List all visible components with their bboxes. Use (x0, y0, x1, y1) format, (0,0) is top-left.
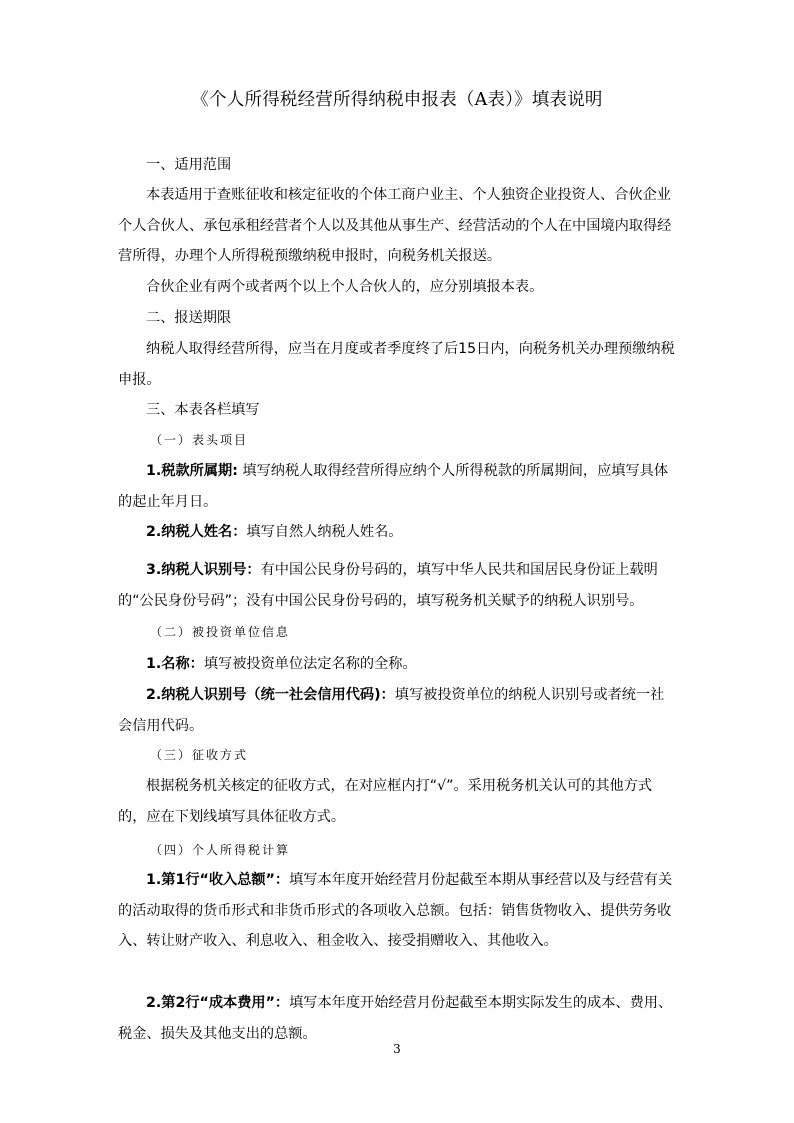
item-label: 2.第2行“成本费用”： (146, 995, 290, 1011)
paragraph-collection-method: 根据税务机关核定的征收方式，在对应框内打“√”。采用税务机关认可的其他方式的，应在下划线填写具体征收方式。 (118, 778, 653, 825)
item-row1-total-income (118, 865, 678, 957)
section-heading-deadline: 二、报送期限 (146, 310, 232, 326)
item-text: 填写被投资单位法定名称的全称。 (203, 656, 417, 672)
item-text: 有中国公民身份号码的，填写中华人民共和国居民身份证上载明的“公民身份号码”；没有中国公民身份号码的，填写税务机关赋予的纳税人识别号。 (118, 562, 658, 609)
item-label: 1.税款所属期: (146, 463, 238, 479)
paragraph-scope: 本表适用于查账征收和核定征收的个体工商户业主、个人独资企业投资人、合伙企业个人合伙人、承包承租经营者个人以及其他从事生产、经营活动的个人在中国境内取得经营所得，办理个人所得税预缴纳税申报时，向税务机关报送。 (118, 187, 672, 264)
item-text: 填写纳税人取得经营所得应纳个人所得税款的所属期间，应填写具体的起止年月日。 (118, 463, 669, 510)
item-label: 2.纳税人识别号（统一社会信用代码)： (146, 687, 395, 703)
subheading-collection-method: （三）征收方式 (150, 748, 249, 762)
subheading-header-items: （一）表头项目 (150, 433, 249, 447)
section-heading-scope: 一、适用范围 (146, 157, 232, 173)
item-investee-name (118, 649, 678, 680)
item-label: 1.名称： (146, 656, 204, 672)
subheading-tax-calculation: （四）个人所得税计算 (150, 843, 291, 857)
item-label: 3.纳税人识别号： (146, 562, 261, 578)
item-label: 2.纳税人姓名： (146, 524, 247, 540)
item-text: 填写被投资单位的纳税人识别号或者统一社会信用代码。 (118, 687, 665, 734)
paragraph-deadline: 纳税人取得经营所得，应当在月度或者季度终了后15日内，向税务机关办理预缴纳税申报。 (118, 341, 675, 388)
page-number: 3 (393, 1042, 401, 1056)
subheading-investee-info: （二）被投资单位信息 (150, 625, 291, 639)
item-taxpayer-name (118, 517, 678, 548)
item-taxpayer-id (118, 555, 678, 616)
item-row2-costs (118, 988, 678, 1049)
item-text: 填写本年度开始经营月份起截至本期实际发生的成本、费用、税金、损失及其他支出的总额。 (118, 995, 673, 1042)
item-investee-id (118, 680, 678, 741)
item-label: 1.第1行“收入总额”： (146, 872, 290, 888)
item-text: 填写自然人纳税人姓名。 (246, 524, 403, 540)
item-text: 填写本年度开始经营月份起截至本期从事经营以及与经营有关的活动取得的货币形式和非货币形式的各项收入总额。包括：销售货物收入、提供劳务收入、转让财产收入、利息收入、租金收入、接受捐赠收入、其他收入。 (118, 872, 673, 949)
document-title: 《个人所得税经营所得纳税申报表（A表）》填表说明 (191, 90, 603, 110)
paragraph-partnership: 合伙企业有两个或者两个以上个人合伙人的，应分别填报本表。 (146, 279, 544, 295)
section-heading-fields: 三、本表各栏填写 (146, 402, 260, 418)
item-tax-period (118, 456, 678, 517)
